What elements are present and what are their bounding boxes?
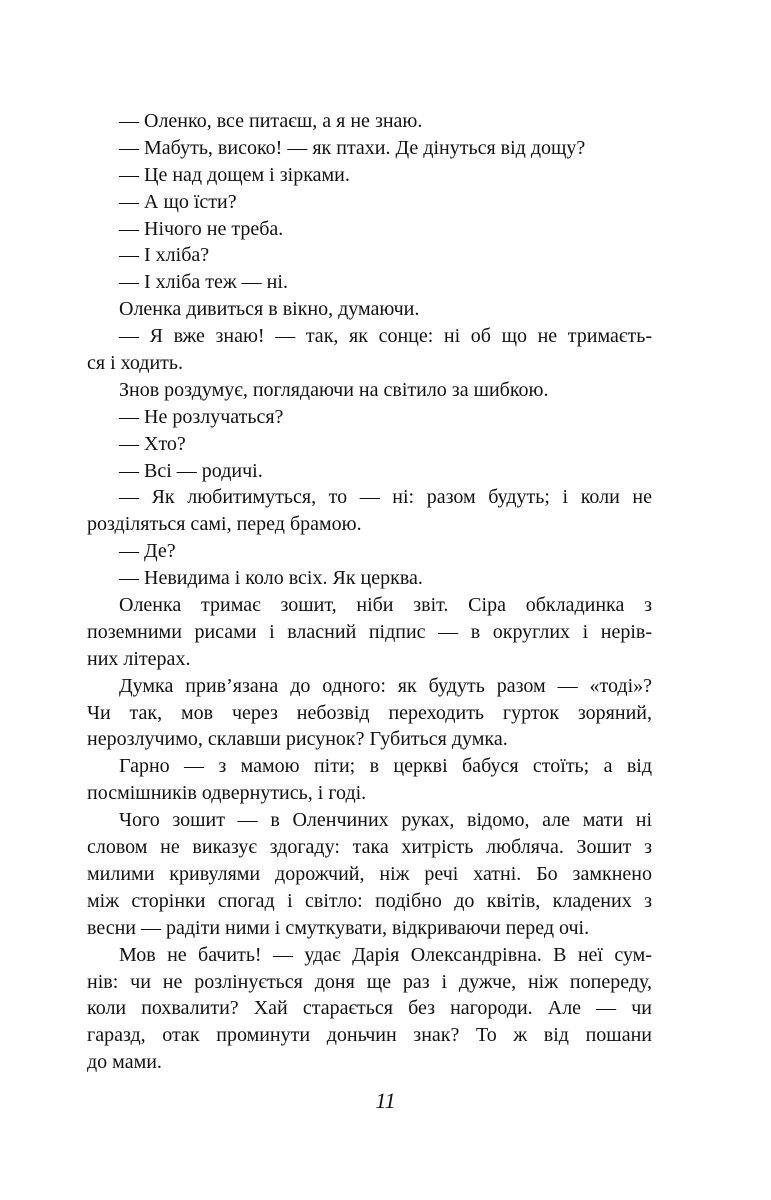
text-line: гаразд, отак проминути доньчин знак? То ж від пошани xyxy=(87,1024,652,1047)
text-line: словом не виказує здогаду: така хитрість любляча. Зошит з xyxy=(87,836,652,859)
text-line: — А що їсти? xyxy=(119,190,237,213)
text-line: — І хліба теж — ні. xyxy=(119,271,288,294)
text-body xyxy=(87,108,652,1076)
text-line: — Це над дощем і зірками. xyxy=(119,163,350,186)
text-line: нерозлучимо, склавши рисунок? Губиться думка. xyxy=(87,728,508,751)
text-line: посмішників одвернутись, і годі. xyxy=(87,782,367,805)
text-line: Оленка тримає зошит, ніби звіт. Сіра обкладинка з xyxy=(119,594,652,617)
text-line: — Де? xyxy=(119,540,176,563)
text-line: Чого зошит — в Оленчиних руках, відомо, але мати ні xyxy=(119,809,652,832)
text-line: між сторінки спогад і світло: подібно до квітів, кладених з xyxy=(87,889,652,912)
text-line: — Оленко, все питаєш, а я не знаю. xyxy=(119,110,423,132)
text-line: весни — радіти ними і смуткувати, відкриваючи перед очі. xyxy=(87,916,590,939)
text-line: Мов не бачить! — удає Дарія Олександрівна. В неї сум- xyxy=(119,943,652,966)
text-line: них літерах. xyxy=(87,647,191,670)
text-line: поземними рисами і власний підпис — в округлих і нерів- xyxy=(87,620,652,643)
text-line: ся і ходить. xyxy=(87,352,184,375)
text-line: Чи так, мов через небозвід переходить гурток зоряний, xyxy=(87,701,652,724)
text-line: — Як любитимуться, то — ні: разом будуть; і коли не xyxy=(119,486,652,509)
text-line: — Невидима і коло всіх. Як церква. xyxy=(119,567,423,590)
text-line: милими кривулями дорожчий, ніж речі хатні. Бо замкнено xyxy=(87,862,652,885)
text-line: — Нічого не треба. xyxy=(119,217,284,240)
text-line: — Мабуть, високо! — як птахи. Де дінуться від дощу? xyxy=(119,136,586,159)
text-line: — Я вже знаю! — так, як сонце: ні об що не тримаєть- xyxy=(119,325,652,348)
page-number: 11 xyxy=(375,1088,396,1113)
text-line: Гарно — з мамою піти; в церкві бабуся стоїть; а від xyxy=(119,755,652,778)
text-line: — Всі — родичі. xyxy=(119,459,263,482)
text-line: нів: чи не розлінується доня ще раз і дужче, ніж попереду, xyxy=(87,970,652,993)
text-line: розділяться самі, перед брамою. xyxy=(87,513,362,536)
text-line: — Не розлучаться? xyxy=(119,405,284,428)
text-line: — І хліба? xyxy=(119,244,210,267)
text-line: до мами. xyxy=(87,1051,162,1074)
text-line: Думка прив’язана до одного: як будуть разом — «тоді»? xyxy=(119,674,652,697)
text-line: Оленка дивиться в вікно, думаючи. xyxy=(119,298,420,321)
text-line: — Хто? xyxy=(119,432,186,455)
text-line: коли похвалити? Хай старається без нагороди. Але — чи xyxy=(87,997,652,1020)
text-line: Знов роздумує, поглядаючи на світило за шибкою. xyxy=(119,378,549,401)
